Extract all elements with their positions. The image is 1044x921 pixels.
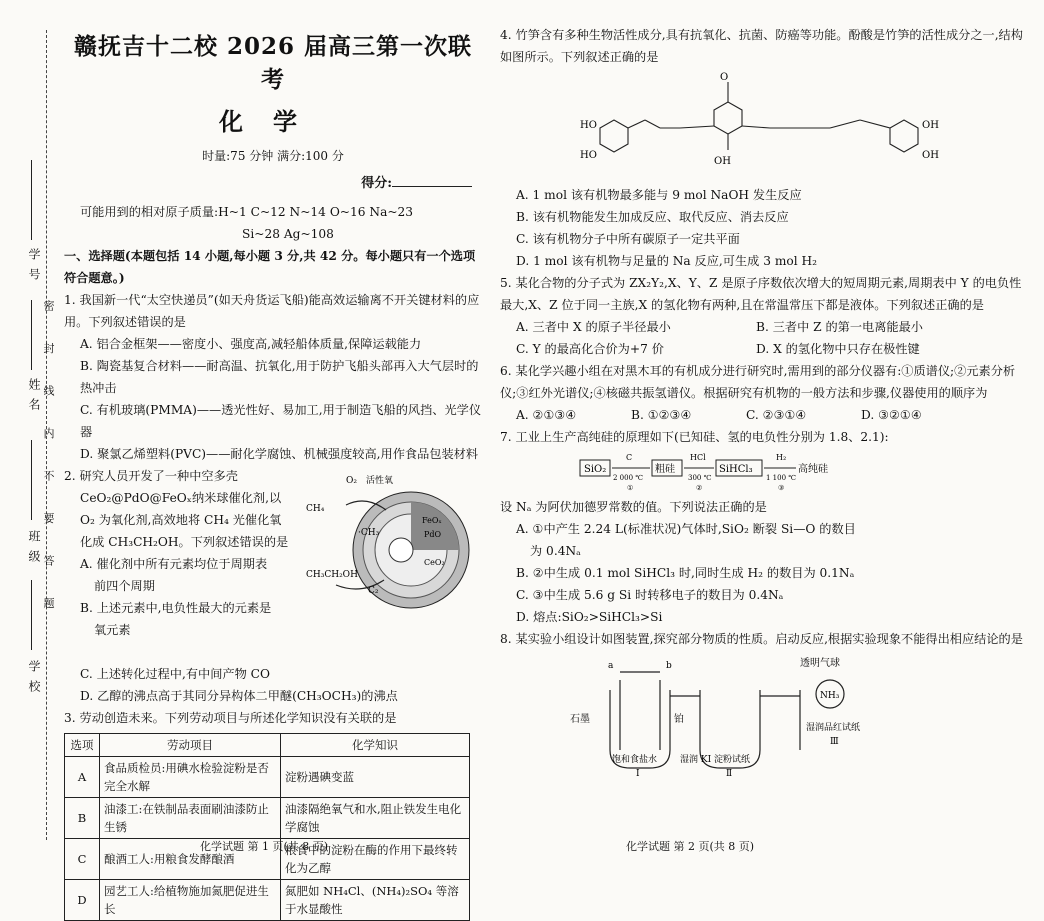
q2-stem-4: 化成 CH₃CH₂OH。下列叙述错误的是 (80, 535, 289, 549)
q2-block (64, 465, 482, 663)
q4-option-d: D. 1 mol 该有机物与足量的 Na 反应,可生成 3 mol H₂ (516, 254, 818, 268)
exam-title: 赣抚吉十二校 2026 届高三第一次联考 (73, 33, 473, 93)
flow-sio2: SiO₂ (584, 464, 607, 475)
q1-option-d: D. 聚氯乙烯塑料(PVC)——耐化学腐蚀、机械强度较高,用作食品包装材料 (80, 447, 479, 461)
fig-c2: C₂ (368, 586, 379, 596)
q3-row-c-labor: 酿酒工人:用粮食发酵酿酒 (100, 839, 281, 880)
q4-option-b: B. 该有机物能发生加成反应、取代反应、消去反应 (516, 210, 789, 224)
table-row (65, 880, 470, 921)
student-id-line (31, 160, 32, 240)
q1-option-c: C. 有机玻璃(PMMA)——透光性好、易加工,用于制造飞船的风挡、光学仪器 (80, 403, 482, 439)
flow-h2: H₂ (776, 453, 787, 462)
fig-ceo2: CeO₂ (424, 558, 445, 567)
q4-option-a: A. 1 mol 该有机物最多能与 9 mol NaOH 发生反应 (516, 188, 802, 202)
q2-stem-1: 2. 研究人员开发了一种中空多壳 (64, 469, 238, 483)
school-line (31, 580, 32, 650)
q3-table (64, 733, 470, 921)
q8-fig-brine: 饱和食盐水 (612, 755, 658, 765)
flow-crude: 粗硅 (655, 464, 675, 475)
q2-catalyst-figure (306, 465, 476, 615)
flow-hcl: HCl (690, 453, 706, 462)
fig-pdo: PdO (424, 530, 442, 539)
flow-c: C (626, 453, 633, 462)
q2-stem-3: O₂ 为氧化剂,高效地将 CH₄ 光催化氧 (80, 513, 282, 527)
footer-right: 化学试题 第 2 页(共 8 页) (626, 840, 755, 853)
q6-option-a: A. ②①③④ (516, 408, 577, 422)
left-page (64, 24, 482, 921)
table-row (65, 757, 470, 798)
q3-row-a-opt: A (65, 757, 100, 798)
q6-option-d: D. ③②①④ (861, 408, 922, 422)
q4-fig-ho-1: HO (580, 120, 597, 131)
q6-option-c: C. ②③①④ (746, 408, 807, 422)
q7-stem: 7. 工业上生产高纯硅的原理如下(已知硅、氢的电负性分别为 1.8、2.1): (500, 430, 889, 444)
q8-fig-graphite: 石墨 (570, 714, 590, 725)
fig-feox: FeOₓ (422, 516, 442, 525)
q3-row-a-labor: 食品质检员:用碘水检验淀粉是否完全水解 (100, 757, 281, 798)
q5-stem: 5. 某化合物的分子式为 ZX₂Y₂,X、Y、Z 是原子序数依次增大的短周期元素,周期表中 Y 的电负性最大,X、Z 位于同一主族,X 的氢化物有两种,且在常温常压下都是液体。下列叙述正确的是 (500, 276, 1022, 312)
q4-structure-figure (500, 68, 1020, 180)
q5-option-a: A. 三者中 X 的原子半径最小 (516, 320, 671, 334)
score-blank (392, 186, 472, 187)
q2-option-c: C. 上述转化过程中,有中间产物 CO (80, 667, 270, 681)
q8-fig-iii: Ⅲ (830, 737, 839, 747)
q3-stem: 3. 劳动创造未来。下列劳动项目与所述化学知识没有关联的是 (64, 711, 397, 725)
q4-fig-oh-1: OH (922, 120, 939, 131)
q5-option-ab (500, 316, 1030, 338)
flow-pure: 高纯硅 (798, 464, 828, 475)
school-label: 学 校 (27, 660, 41, 694)
fig-o2: O₂ (346, 476, 357, 486)
score-field (64, 172, 472, 191)
q4-fig-oh-center: OH (714, 156, 731, 167)
q2-option-b2: 氧元素 (94, 623, 131, 637)
q8-fig-b: b (666, 661, 672, 671)
q8-fig-nh3: NH₃ (820, 691, 840, 701)
q7-option-a2: 为 0.4Nₐ (530, 544, 581, 558)
exam-subject: 化学 (219, 107, 327, 136)
q6-stem: 6. 某化学兴趣小组在对黑木耳的有机成分进行研究时,需用到的部分仪器有:①质谱仪;②元素分析仪;③红外光谱仪;④核磁共振氢谱仪。根据研究有机物的一般方法和步骤,仪器使用的顺序为 (500, 364, 1016, 400)
q3-header-row (65, 734, 470, 757)
q3-row-b-labor: 油漆工:在铁制品表面刷油漆防止生锈 (100, 798, 281, 839)
q8-fig-a: a (608, 661, 614, 671)
q7-option-b: B. ②中生成 0.1 mol SiHCl₃ 时,同时生成 H₂ 的数目为 0.1Nₐ (516, 566, 855, 580)
q8-apparatus-figure (500, 650, 1020, 780)
q6-option-b: B. ①②③④ (631, 408, 692, 422)
atomic-masses-line1: 可能用到的相对原子质量:H~1 C~12 N~14 O~16 Na~23 (80, 205, 414, 219)
fig-active-o: 活性氧 (366, 476, 394, 486)
q2-option-a2: 前四个周期 (94, 579, 155, 593)
name-label: 姓 名 (27, 378, 41, 412)
time-score: 时量:75 分钟 满分:100 分 (202, 149, 344, 163)
q5-option-c: C. Y 的最高化合价为+7 价 (516, 342, 664, 356)
q2-option-b1: B. 上述元素中,电负性最大的元素是 (80, 601, 272, 615)
q4-fig-ho-2: HO (580, 150, 597, 161)
flow-t3: 1 100 ℃ (766, 474, 797, 482)
score-label: 得分: (361, 176, 392, 191)
section1-heading: 一、选择题(本题包括 14 小题,每小题 3 分,共 42 分。每小题只有一个选项符合题意。) (64, 249, 476, 285)
q8-fig-red-paper: 湿润品红试纸 (806, 723, 861, 733)
q4-stem: 4. 竹笋含有多种生物活性成分,具有抗氧化、抗菌、防癌等功能。酚酸是竹笋的活性成分之一,结构如图所示。下列叙述正确的是 (500, 28, 1023, 64)
q4-fig-cooh-o: O (720, 72, 729, 83)
q8-fig-ii: Ⅱ (726, 769, 733, 779)
q7-option-d: D. 熔点:SiO₂>SiHCl₃>Si (516, 610, 663, 624)
table-row (65, 798, 470, 839)
q3-row-d-chem: 氮肥如 NH₄Cl、(NH₄)₂SO₄ 等溶于水显酸性 (281, 880, 470, 921)
q2-stem-2: CeO₂@PdO@FeOₓ纳米球催化剂,以 (80, 491, 282, 505)
q3-header-labor: 劳动项目 (100, 734, 281, 757)
flow-t1: 2 000 ℃ (613, 474, 644, 482)
q3-header-chem: 化学知识 (281, 734, 470, 757)
q8-fig-i: Ⅰ (636, 769, 640, 779)
right-page (500, 24, 1030, 784)
flow-s2: ② (696, 484, 703, 492)
flow-s1: ① (627, 484, 634, 492)
q7-option-c: C. ③中生成 5.6 g Si 时转移电子的数目为 0.4Nₐ (516, 588, 784, 602)
q3-row-a-chem: 淀粉遇碘变蓝 (281, 757, 470, 798)
q5-option-d: D. X 的氢化物中只存在极性键 (756, 342, 920, 356)
q8-stem: 8. 某实验小组设计如图装置,探究部分物质的性质。启动反应,根据实验现象不能得出相应结论的是 (500, 632, 1023, 646)
flow-t2: 300 ℃ (688, 474, 712, 482)
q1-option-a: A. 铝合金框架——密度小、强度高,减轻船体质量,保障运载能力 (80, 337, 422, 351)
q7-option-a1: A. ①中产生 2.24 L(标准状况)气体时,SiO₂ 断裂 Si—O 的数目 (516, 522, 856, 536)
fig-ethanol: CH₃CH₂OH (306, 570, 358, 580)
q5-option-cd (500, 338, 1030, 360)
flow-sihcl3: SiHCl₃ (719, 464, 753, 475)
q1-option-b: B. 陶瓷基复合材料——耐高温、抗氧化,用于防护飞船头部再入大气层时的热冲击 (80, 359, 479, 395)
atomic-masses-line2: Si~28 Ag~108 (242, 227, 334, 241)
q4-option-c: C. 该有机物分子中所有碳原子一定共平面 (516, 232, 740, 246)
q3-row-c-chem: 粮食中的淀粉在酶的作用下最终转化为乙醇 (281, 839, 470, 880)
q3-row-c-opt: C (65, 839, 100, 880)
q3-row-d-labor: 园艺工人:给植物施加氮肥促进生长 (100, 880, 281, 921)
q6-options (500, 404, 1030, 426)
binding-margin (0, 0, 60, 861)
flow-s3: ③ (778, 484, 785, 492)
q7-flow-diagram (500, 448, 1020, 492)
q1-stem: 1. 我国新一代“太空快递员”(如天舟货运飞船)能高效运输离不开关键材料的应用。下列叙述错误的是 (64, 293, 480, 329)
q2-option-a1: A. 催化剂中所有元素均位于周期表 (80, 557, 268, 571)
footer-left: 化学试题 第 1 页(共 8 页) (200, 840, 329, 853)
seal-text: 密 封 线 内 不 要 答 题 (42, 300, 55, 623)
q5-option-b: B. 三者中 Z 的第一电离能最小 (756, 320, 923, 334)
q8-fig-balloon: 透明气球 (800, 658, 840, 669)
q3-row-b-opt: B (65, 798, 100, 839)
q3-header-option: 选项 (65, 734, 100, 757)
fig-ch4: CH₄ (306, 504, 325, 514)
class-line (31, 440, 32, 520)
q7-na: 设 Nₐ 为阿伏加德罗常数的值。下列说法正确的是 (500, 500, 767, 514)
q4-fig-oh-2: OH (922, 150, 939, 161)
fig-ch3: ·CH₃ (358, 528, 380, 538)
student-id-label: 学 号 (27, 248, 41, 282)
q3-row-b-chem: 油漆隔绝氧气和水,阻止铁发生电化学腐蚀 (281, 798, 470, 839)
name-line (31, 300, 32, 370)
class-label: 班 级 (27, 530, 41, 564)
q2-option-d: D. 乙醇的沸点高于其同分异构体二甲醚(CH₃OCH₃)的沸点 (80, 689, 398, 703)
q8-fig-pt: 铂 (674, 714, 684, 725)
q3-row-d-opt: D (65, 880, 100, 921)
q8-fig-ki: 湿润 KI 淀粉试纸 (680, 755, 751, 765)
